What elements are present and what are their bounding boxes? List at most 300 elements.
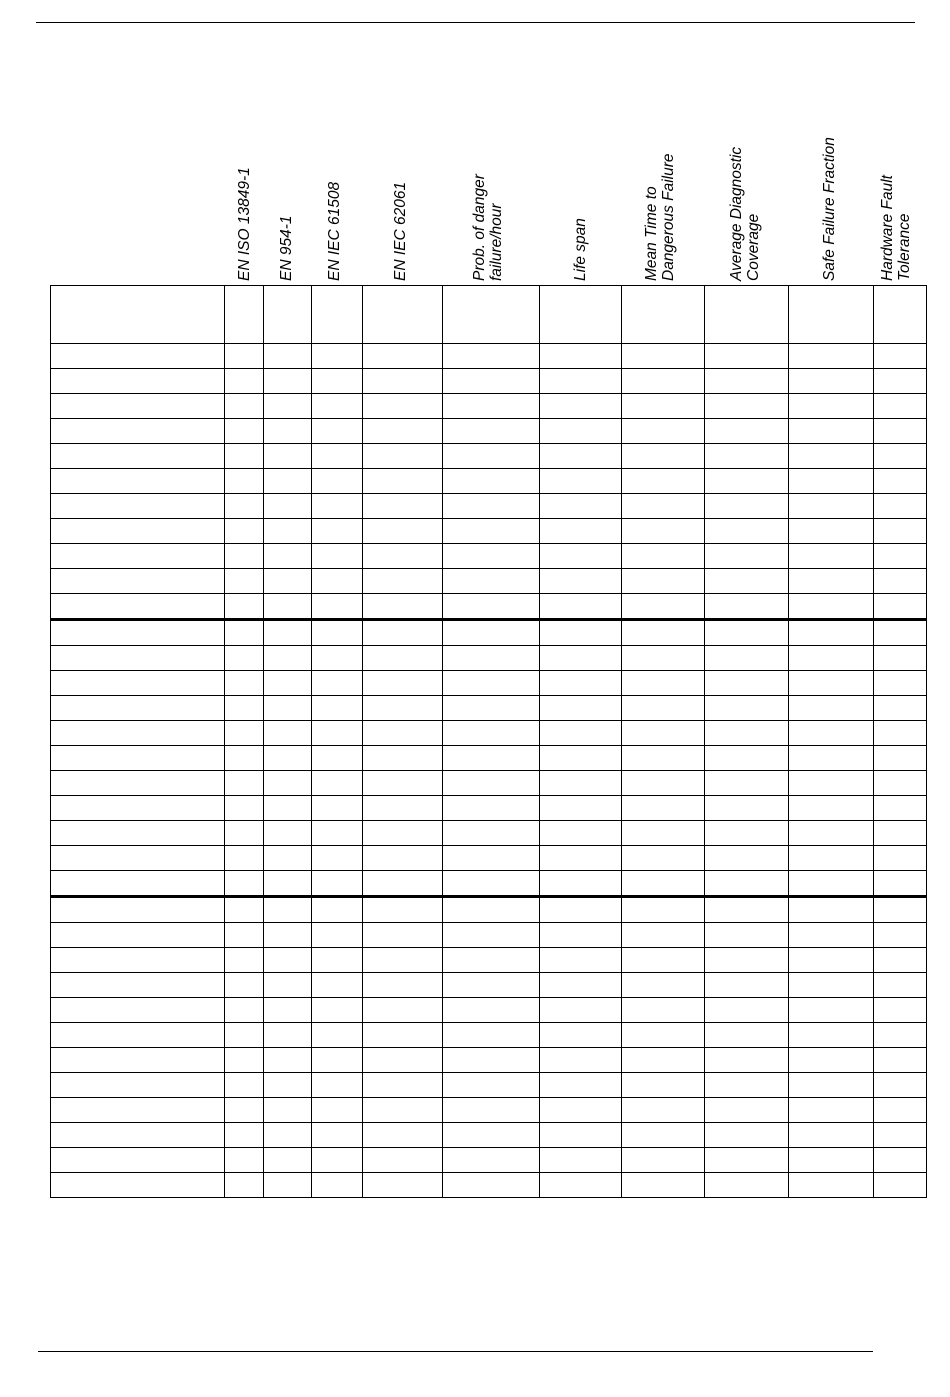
table-cell [443,948,540,973]
table-cell [264,344,312,369]
table-cell [312,620,363,646]
table-cell [264,846,312,871]
table-row [51,973,927,998]
table-cell [789,469,874,494]
table-cell [51,1173,225,1198]
table-cell [789,998,874,1023]
table-cell [225,620,264,646]
table-cell [264,923,312,948]
table-cell [225,973,264,998]
table-cell [264,721,312,746]
table-cell [789,771,874,796]
table-cell [363,846,443,871]
table-cell [264,1098,312,1123]
table-cell [622,998,705,1023]
table-cell [225,796,264,821]
table-row [51,419,927,444]
table-cell [540,1123,622,1148]
table-cell [874,846,927,871]
table-cell [705,973,789,998]
table-cell [312,394,363,419]
table-cell [705,594,789,620]
table-cell [363,871,443,897]
table-cell [789,594,874,620]
table-cell [443,671,540,696]
table-cell [312,846,363,871]
table-cell [264,973,312,998]
column-header-label: Mean Time to Dangerous Failure [643,153,677,281]
table-cell [874,746,927,771]
table-cell [264,897,312,923]
table-cell [789,569,874,594]
table-cell [312,544,363,569]
table-cell [874,646,927,671]
table-cell [789,846,874,871]
table-cell [312,897,363,923]
table-cell [225,394,264,419]
table-row [51,721,927,746]
table-cell [443,771,540,796]
table-cell [363,286,443,344]
table-cell [51,821,225,846]
table-cell [312,594,363,620]
table-cell [874,998,927,1023]
table-cell [264,821,312,846]
table-cell [312,1123,363,1148]
table-cell [264,948,312,973]
table-cell [312,1173,363,1198]
table-cell [705,998,789,1023]
table-cell [622,871,705,897]
table-cell [540,948,622,973]
table-row [51,620,927,646]
table-cell [540,1173,622,1198]
column-headers [50,90,926,285]
table-cell [705,746,789,771]
table-cell [874,948,927,973]
table-cell [443,1123,540,1148]
table-cell [622,519,705,544]
table-cell [622,897,705,923]
table-cell [225,1173,264,1198]
table-cell [225,746,264,771]
table-cell [363,973,443,998]
table-cell [540,973,622,998]
table-cell [51,1123,225,1148]
table-cell [443,286,540,344]
table-cell [264,494,312,519]
table-cell [363,419,443,444]
table-cell [264,671,312,696]
table-cell [540,344,622,369]
table-cell [443,394,540,419]
table-cell [540,419,622,444]
table-cell [622,696,705,721]
table-row [51,948,927,973]
table-cell [540,846,622,871]
table-cell [51,1148,225,1173]
column-header-label: EN 954-1 [278,215,295,281]
table-cell [874,1148,927,1173]
table-cell [540,871,622,897]
table-cell [443,519,540,544]
table-cell [363,394,443,419]
table-cell [705,544,789,569]
table-cell [225,1098,264,1123]
table-cell [264,646,312,671]
table-cell [540,1148,622,1173]
table-cell [874,897,927,923]
table-cell [705,519,789,544]
table-cell [264,394,312,419]
table-cell [51,594,225,620]
table-row [51,771,927,796]
table-cell [874,419,927,444]
table-cell [363,519,443,544]
table-cell [51,1023,225,1048]
table-cell [789,1148,874,1173]
table-cell [51,998,225,1023]
table-cell [312,286,363,344]
table-cell [540,721,622,746]
table-cell [312,519,363,544]
table-cell [540,594,622,620]
column-header-label: Hardware Fault Tolerance [879,175,913,281]
table-cell [312,1073,363,1098]
table-cell [705,897,789,923]
table-cell [51,344,225,369]
column-header-label: EN IEC 62061 [392,181,409,281]
table-cell [443,544,540,569]
table-cell [225,948,264,973]
table-cell [874,771,927,796]
table-cell [225,594,264,620]
table-cell [874,821,927,846]
table-cell [705,344,789,369]
table-cell [264,620,312,646]
table-cell [705,821,789,846]
table-cell [51,871,225,897]
table-cell [363,948,443,973]
table-cell [874,620,927,646]
table-cell [622,594,705,620]
table-cell [363,594,443,620]
table-cell [622,419,705,444]
table-cell [540,494,622,519]
table-cell [540,646,622,671]
table-cell [443,897,540,923]
table-cell [51,394,225,419]
table-cell [443,594,540,620]
table-cell [225,286,264,344]
table-cell [622,846,705,871]
table-cell [705,369,789,394]
table-cell [705,1173,789,1198]
table-cell [705,696,789,721]
table-cell [363,671,443,696]
table-cell [363,344,443,369]
table-cell [312,998,363,1023]
table-cell [264,1173,312,1198]
table-cell [622,369,705,394]
table-cell [225,1073,264,1098]
table-cell [225,419,264,444]
table-cell [705,1073,789,1098]
table-row [51,646,927,671]
table-cell [705,771,789,796]
table-cell [51,646,225,671]
table-row [51,1173,927,1198]
table-cell [225,846,264,871]
table-cell [874,444,927,469]
table-cell [363,696,443,721]
table-cell [225,469,264,494]
table-cell [874,594,927,620]
table-cell [363,1073,443,1098]
table-row [51,569,927,594]
table-cell [51,1098,225,1123]
table-cell [51,796,225,821]
table-cell [363,897,443,923]
table-cell [874,973,927,998]
table-cell [874,1173,927,1198]
table-cell [363,544,443,569]
table-cell [540,394,622,419]
table-cell [705,569,789,594]
column-header-label: EN IEC 61508 [326,181,343,281]
top-rule [36,22,915,23]
table-cell [312,569,363,594]
table-cell [225,1048,264,1073]
table-cell [225,771,264,796]
table-cell [225,519,264,544]
table-cell [51,923,225,948]
table-cell [789,286,874,344]
table-cell [789,671,874,696]
table-cell [540,897,622,923]
table-cell [312,344,363,369]
table-cell [443,821,540,846]
table-cell [51,746,225,771]
table-cell [789,369,874,394]
table-cell [225,569,264,594]
table-cell [264,544,312,569]
table-cell [789,973,874,998]
table-cell [363,369,443,394]
table-cell [225,871,264,897]
table-cell [622,1023,705,1048]
table-cell [789,696,874,721]
table-row [51,746,927,771]
table-cell [443,469,540,494]
table-cell [705,923,789,948]
table-cell [264,286,312,344]
table-cell [51,519,225,544]
table-cell [51,620,225,646]
table-cell [874,696,927,721]
table-cell [312,1048,363,1073]
table-cell [540,369,622,394]
table-cell [540,569,622,594]
table-cell [264,1148,312,1173]
table-cell [264,594,312,620]
table-row [51,369,927,394]
table-cell [312,1023,363,1048]
table-cell [540,1023,622,1048]
table-cell [312,973,363,998]
table-cell [51,696,225,721]
table-cell [705,286,789,344]
table-cell [225,696,264,721]
table-cell [789,394,874,419]
table-cell [622,469,705,494]
table-cell [789,721,874,746]
table-cell [264,519,312,544]
table-cell [622,948,705,973]
table-row [51,671,927,696]
table-cell [264,1048,312,1073]
table-cell [51,569,225,594]
table-cell [622,721,705,746]
column-header-label: Prob. of danger failure/hour [471,174,505,281]
table-cell [622,1148,705,1173]
table-cell [540,746,622,771]
table-cell [363,469,443,494]
table-cell [264,419,312,444]
table-cell [225,344,264,369]
table-cell [874,344,927,369]
table-cell [264,1073,312,1098]
table-cell [540,469,622,494]
table-cell [312,721,363,746]
table-cell [51,948,225,973]
table-cell [874,1123,927,1148]
table-cell [540,821,622,846]
table-cell [363,1098,443,1123]
table-cell [225,1123,264,1148]
table-cell [363,1048,443,1073]
table-row [51,344,927,369]
table-cell [874,721,927,746]
table-cell [51,973,225,998]
table-cell [705,948,789,973]
table-cell [51,419,225,444]
table-cell [443,344,540,369]
table-cell [874,519,927,544]
table-cell [705,419,789,444]
table-cell [622,286,705,344]
table-cell [789,519,874,544]
table-cell [789,620,874,646]
table-cell [443,1048,540,1073]
table-cell [443,973,540,998]
table-cell [540,671,622,696]
table-cell [264,369,312,394]
table-cell [363,796,443,821]
table-cell [312,1148,363,1173]
table-cell [225,1023,264,1048]
table-row [51,897,927,923]
table-cell [874,469,927,494]
table-cell [874,544,927,569]
table-row [51,1148,927,1173]
table-cell [540,923,622,948]
table-cell [540,444,622,469]
table-row [51,469,927,494]
table-cell [540,519,622,544]
table-cell [540,620,622,646]
table-row [51,871,927,897]
table-cell [363,1023,443,1048]
table-cell [443,998,540,1023]
table-cell [874,286,927,344]
table-cell [622,544,705,569]
table-cell [622,746,705,771]
table-cell [312,696,363,721]
table-cell [622,444,705,469]
table-cell [264,746,312,771]
table-cell [705,871,789,897]
table-row [51,1048,927,1073]
table-cell [51,544,225,569]
table-cell [51,897,225,923]
table-cell [705,620,789,646]
table-cell [363,1173,443,1198]
table-cell [540,1098,622,1123]
table-cell [540,1073,622,1098]
table-row [51,846,927,871]
table-cell [705,469,789,494]
table-cell [225,671,264,696]
table-cell [363,494,443,519]
table-cell [312,646,363,671]
table-cell [312,671,363,696]
table-cell [363,569,443,594]
table-cell [789,344,874,369]
table-cell [363,721,443,746]
table-cell [264,696,312,721]
table-cell [363,746,443,771]
table-cell [705,796,789,821]
table-cell [312,469,363,494]
table-cell [874,1073,927,1098]
table-cell [312,796,363,821]
table-row [51,519,927,544]
table-cell [622,1098,705,1123]
table-cell [540,696,622,721]
table-cell [443,923,540,948]
table-cell [874,569,927,594]
table-cell [540,771,622,796]
table-cell [874,671,927,696]
table-cell [225,923,264,948]
column-header-label: EN ISO 13849-1 [236,167,253,281]
table-cell [264,444,312,469]
table-cell [705,1148,789,1173]
table-cell [622,771,705,796]
table-cell [874,1098,927,1123]
table-cell [264,569,312,594]
table-cell [540,1048,622,1073]
table-cell [622,923,705,948]
table-cell [705,1048,789,1073]
table-cell [622,796,705,821]
table-cell [312,746,363,771]
table-cell [51,1073,225,1098]
table-cell [312,821,363,846]
table-row [51,594,927,620]
table-cell [789,1073,874,1098]
